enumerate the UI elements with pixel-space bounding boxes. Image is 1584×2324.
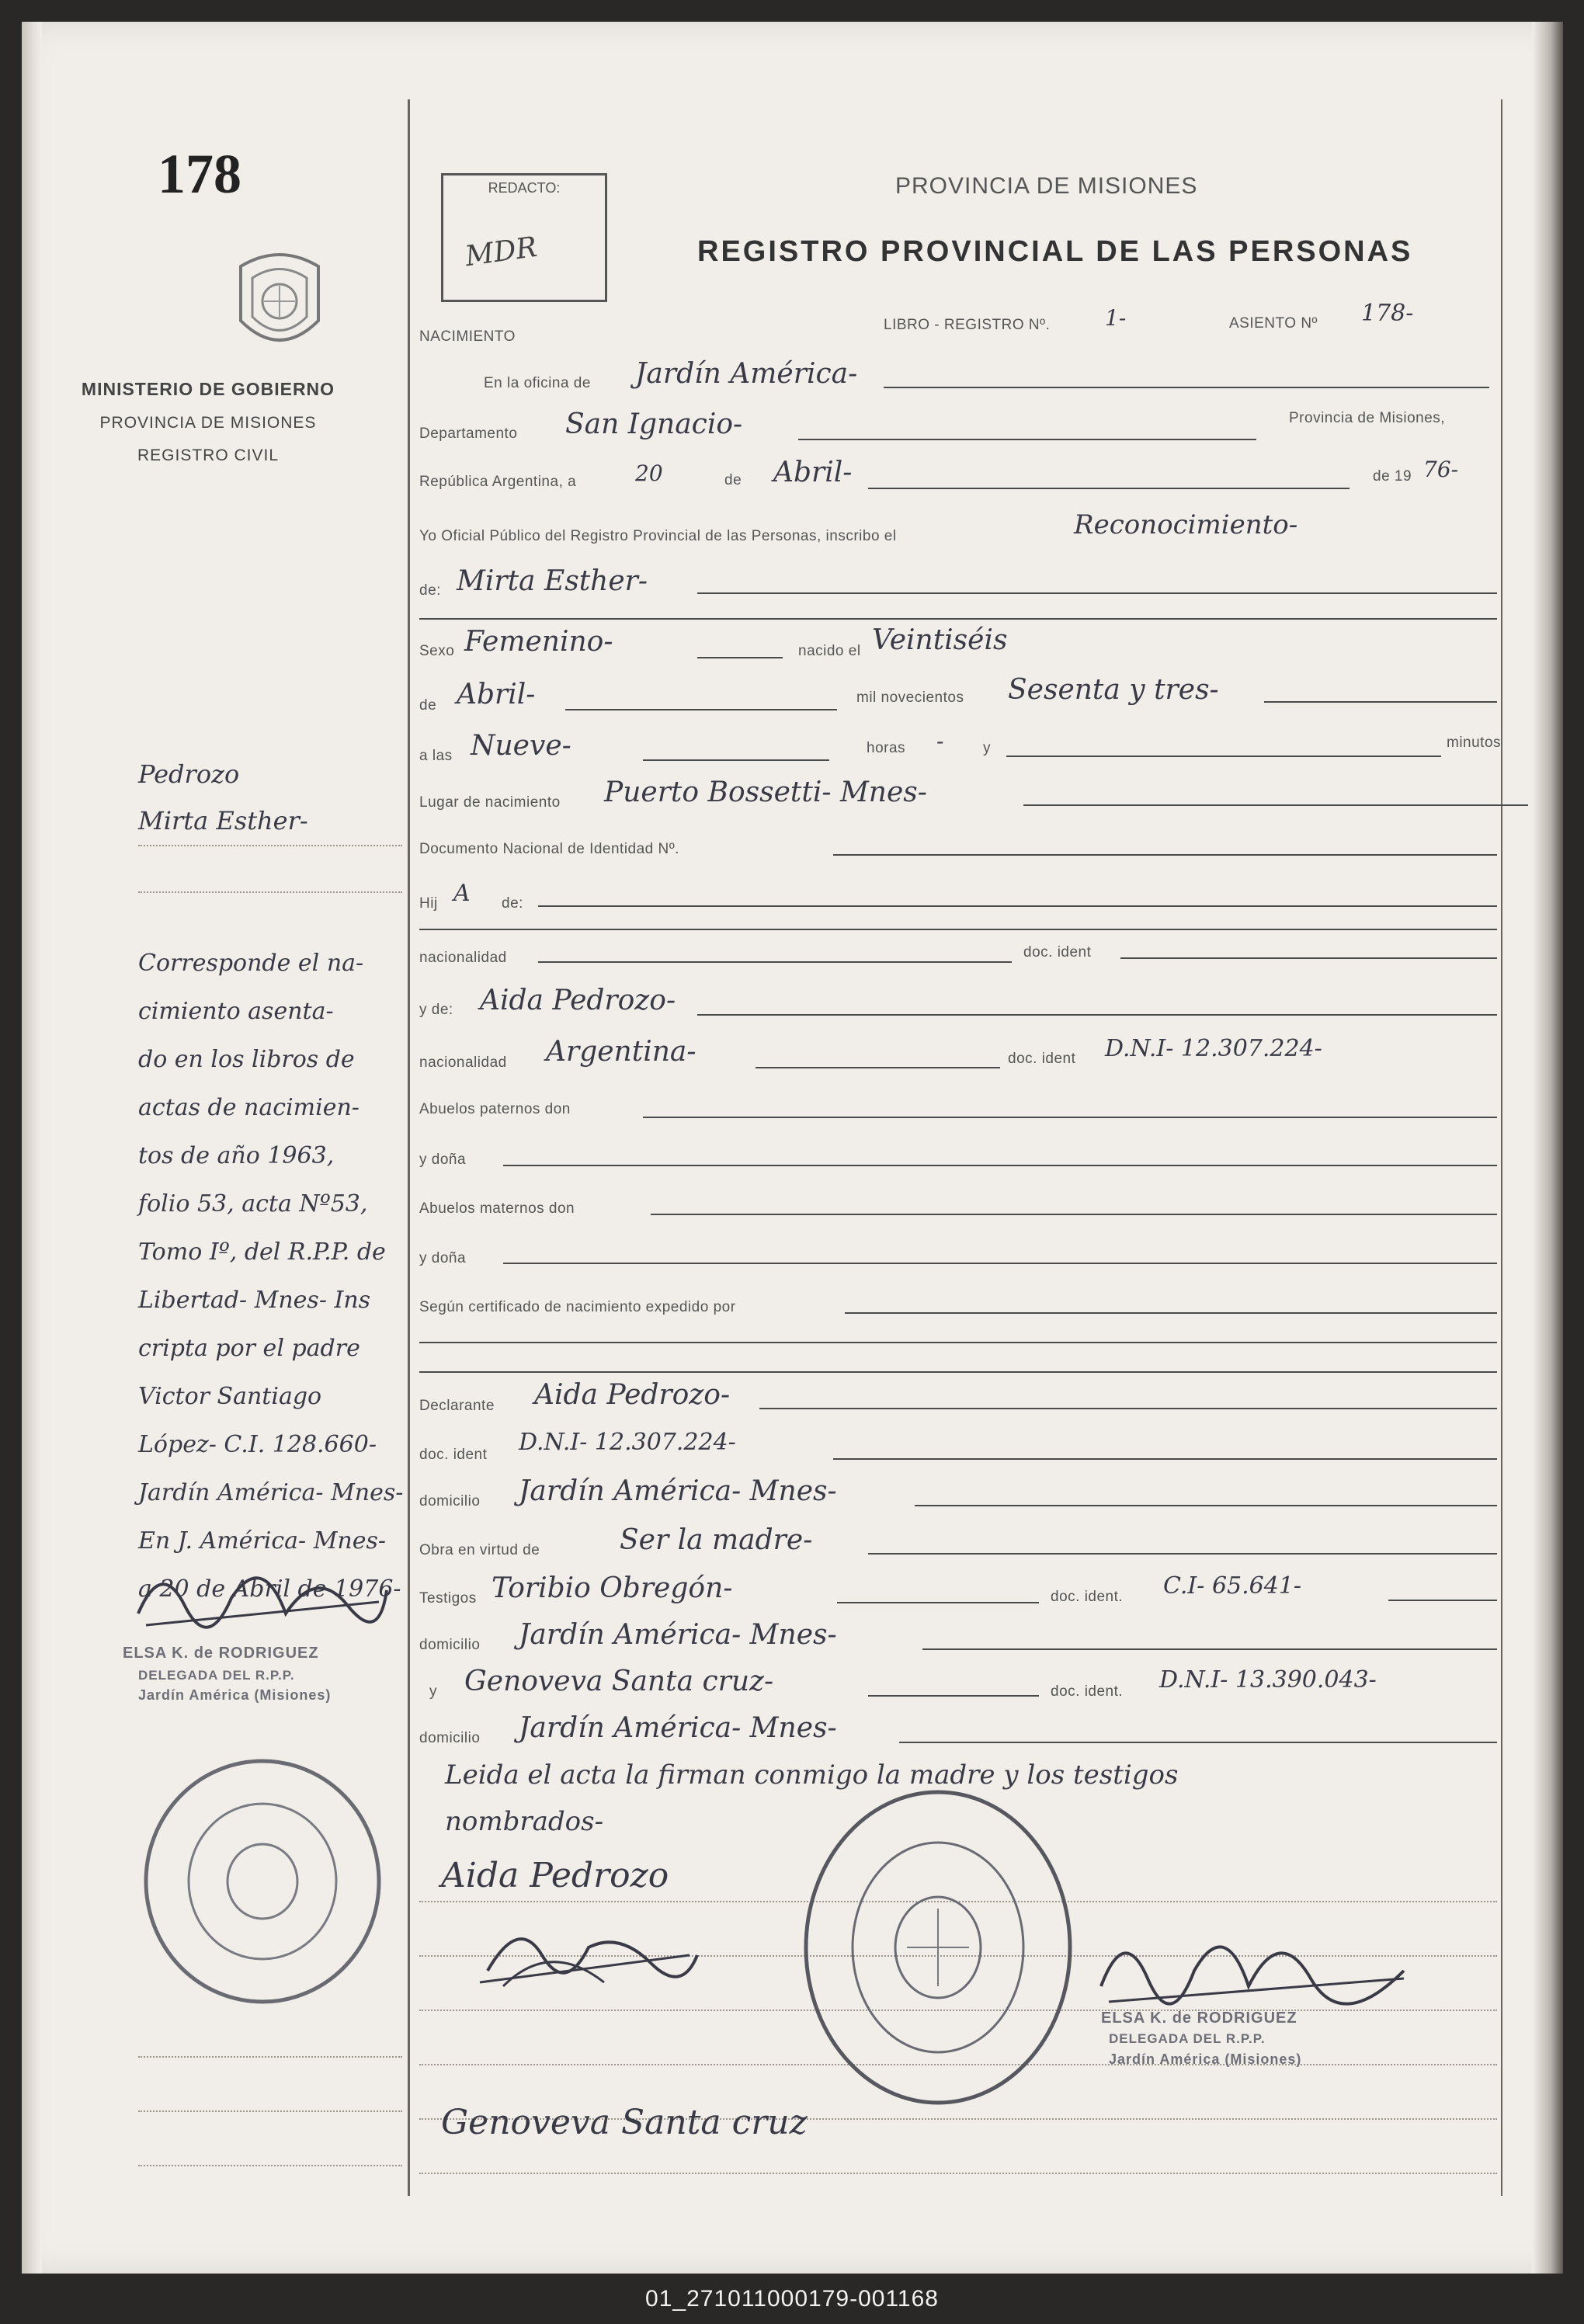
departamento-value: San Ignacio- xyxy=(565,408,743,440)
margin-stamp-place: Jardín América (Misiones) xyxy=(138,1687,332,1703)
margin-note-line: cimiento asenta- xyxy=(138,998,334,1025)
oficial-label: Yo Oficial Público del Registro Provincial de las Personas, inscribo el xyxy=(419,528,897,544)
horas-dash: - xyxy=(936,728,944,754)
sig-line-6 xyxy=(419,2173,1497,2174)
obra-label: Obra en virtud de xyxy=(419,1542,540,1558)
declarante-label: Declarante xyxy=(419,1398,495,1414)
dona-materna-line xyxy=(503,1263,1497,1264)
signature-witness1-icon xyxy=(472,1909,705,2002)
margin-seal-icon xyxy=(138,1753,387,2010)
departamento-line xyxy=(798,439,1256,440)
margin-stamp-name: ELSA K. de RODRIGUEZ xyxy=(123,1645,319,1662)
sexo-line xyxy=(697,657,783,658)
dni-line xyxy=(833,854,1497,856)
doc-padre-line xyxy=(1120,957,1497,959)
domicilio-testigo1-value: Jardín América- Mnes- xyxy=(519,1619,837,1651)
margin-note-line: Libertad- Mnes- Ins xyxy=(138,1287,371,1314)
testigo2-line xyxy=(868,1695,1039,1697)
margin-note-line: Tomo Iº, del R.P.P. de xyxy=(138,1238,386,1266)
alas-label: a las xyxy=(419,748,453,764)
registry-seal-icon xyxy=(798,1784,1078,2110)
margin-dot-4 xyxy=(138,2110,402,2112)
domicilio-declarante-line xyxy=(915,1505,1497,1506)
anio-nacimiento-value: Sesenta y tres- xyxy=(1008,674,1219,706)
doc-ident-madre-label: doc. ident xyxy=(1008,1051,1076,1067)
departamento-label: Departamento xyxy=(419,426,518,442)
y-dona-materna-label: y doña xyxy=(419,1250,467,1266)
domicilio-testigo2-label: domicilio xyxy=(419,1730,481,1746)
y-label: y xyxy=(983,740,991,756)
domicilio-declarante-label: domicilio xyxy=(419,1493,481,1509)
domicilio-declarante-value: Jardín América- Mnes- xyxy=(519,1475,837,1507)
margin-note-line: Corresponde el na- xyxy=(138,950,364,977)
mes-value: Abril- xyxy=(773,457,853,488)
horas-label: horas xyxy=(867,740,906,756)
margin-dot-1 xyxy=(138,845,402,846)
de-padre-label: de: xyxy=(502,895,523,912)
padre-line2 xyxy=(419,929,1497,930)
mil-label: mil novecientos xyxy=(856,690,964,706)
redacto-label: REDACTO: xyxy=(488,180,561,196)
dona-paterna-line xyxy=(503,1165,1497,1166)
hora-value: Nueve- xyxy=(471,730,571,762)
margin-note-line: cripta por el padre xyxy=(138,1335,360,1362)
margin-note-line: actas de nacimien- xyxy=(138,1094,360,1121)
nombre-value: Mirta Esther- xyxy=(457,565,648,597)
doc-ident-declarante-label: doc. ident xyxy=(419,1447,488,1463)
closing-line2: nombrados- xyxy=(445,1806,604,1837)
delegate-stamp-name: ELSA K. de RODRIGUEZ xyxy=(1101,2010,1297,2027)
declarante-line xyxy=(759,1408,1497,1409)
nacionalidad-madre-value: Argentina- xyxy=(546,1036,696,1068)
ministry-line3: REGISTRO CIVIL xyxy=(137,446,280,464)
right-border xyxy=(1501,99,1502,2196)
oficina-label: En la oficina de xyxy=(484,375,591,391)
nacimiento-label: NACIMIENTO xyxy=(419,328,516,345)
provincia-label: Provincia de Misiones, xyxy=(1289,410,1446,426)
hij-value: A xyxy=(453,880,471,907)
margin-dot-2 xyxy=(138,891,402,893)
delegate-stamp-place: Jardín América (Misiones) xyxy=(1109,2051,1302,2067)
domicilio-testigo2-line xyxy=(899,1742,1497,1743)
delegate-stamp-title: DELEGADA DEL R.P.P. xyxy=(1109,2031,1266,2046)
padre-line xyxy=(538,905,1497,907)
y-de-madre-label: y de: xyxy=(419,1002,453,1018)
sexo-value: Femenino- xyxy=(464,626,613,658)
testigo1-value: Toribio Obregón- xyxy=(492,1572,733,1604)
margin-note-line: En J. América- Mnes- xyxy=(138,1527,387,1555)
margin-note-line: do en los libros de xyxy=(138,1046,355,1073)
margin-stamp-title: DELEGADA DEL R.P.P. xyxy=(138,1668,295,1683)
lugar-label: Lugar de nacimiento xyxy=(419,794,561,811)
obra-line xyxy=(868,1553,1497,1555)
domicilio-testigo1-line xyxy=(922,1648,1497,1650)
republica-line xyxy=(868,488,1350,489)
y-testigo2-label: y xyxy=(429,1683,437,1700)
abuelos-maternos-label: Abuelos maternos don xyxy=(419,1200,575,1217)
nacionalidad-madre-label: nacionalidad xyxy=(419,1054,507,1071)
margin-signature-icon xyxy=(130,1544,394,1645)
margin-note-line: tos de año 1963, xyxy=(138,1142,335,1169)
image-id-footer: 01_271011000179-001168 xyxy=(0,2274,1584,2324)
min-line-b xyxy=(1006,756,1441,757)
nac-madre-line xyxy=(756,1067,1000,1068)
asiento-label: ASIENTO Nº xyxy=(1229,315,1318,332)
margin-given-names: Mirta Esther- xyxy=(138,806,308,835)
province-heading: PROVINCIA DE MISIONES xyxy=(895,173,1198,199)
testigo1-line xyxy=(837,1602,1039,1603)
ministry-line2: PROVINCIA DE MISIONES xyxy=(99,414,317,432)
doc-ident-declarante-value: D.N.I- 12.307.224- xyxy=(519,1429,736,1456)
inscribo-value: Reconocimiento- xyxy=(1074,509,1298,540)
document-page xyxy=(22,22,1563,2274)
margin-surname: Pedrozo xyxy=(138,759,240,789)
sexo-label: Sexo xyxy=(419,643,455,659)
hij-label: Hij xyxy=(419,895,438,912)
lugar-line xyxy=(1023,804,1528,806)
doc-ident-testigo1-value: C.I- 65.641- xyxy=(1163,1572,1302,1600)
doc-ident-padre-label: doc. ident xyxy=(1023,944,1092,961)
nacido-value: Veintiséis xyxy=(872,624,1008,656)
margin-note-line: Jardín América- Mnes- xyxy=(138,1479,404,1506)
segun-line2 xyxy=(419,1342,1497,1343)
nacionalidad-padre-label: nacionalidad xyxy=(419,950,507,966)
obra-value: Ser la madre- xyxy=(620,1524,813,1556)
signature-mother: Aida Pedrozo xyxy=(441,1856,669,1895)
lugar-value: Puerto Bossetti- Mnes- xyxy=(604,776,927,808)
nac-padre-line xyxy=(538,961,1012,963)
testigo2-value: Genoveva Santa cruz- xyxy=(464,1666,774,1697)
closing-line1: Leida el acta la firman conmigo la madre y los testigos xyxy=(445,1760,1179,1791)
minutos-label: minutos xyxy=(1447,735,1502,751)
oficina-line xyxy=(884,387,1489,388)
abuelos-paternos-label: Abuelos paternos don xyxy=(419,1101,571,1117)
doc-testigo1-line xyxy=(1388,1600,1497,1601)
signature-witness2: Genoveva Santa cruz xyxy=(441,2103,808,2142)
dni-label: Documento Nacional de Identidad Nº. xyxy=(419,841,679,857)
signature-delegate-icon xyxy=(1093,1909,1419,2025)
domicilio-testigo1-label: domicilio xyxy=(419,1637,481,1653)
section-divider xyxy=(419,1371,1497,1373)
redacto-initials: MDR xyxy=(463,231,540,273)
mes-nacimiento-value: Abril- xyxy=(457,679,536,710)
margin-divider xyxy=(408,99,410,2196)
domicilio-testigo2-value: Jardín América- Mnes- xyxy=(519,1712,837,1744)
doc-ident-testigo2-value: D.N.I- 13.390.043- xyxy=(1159,1666,1377,1693)
libro-value: 1- xyxy=(1105,305,1127,331)
doc-ident-madre-value: D.N.I- 12.307.224- xyxy=(1105,1035,1322,1062)
abuelos-paternos-line xyxy=(643,1117,1497,1118)
nombre-line2 xyxy=(419,618,1497,620)
margin-dot-5 xyxy=(138,2165,402,2166)
doc-ident-testigo2-label: doc. ident. xyxy=(1051,1683,1124,1700)
asiento-value: 178- xyxy=(1361,300,1414,327)
declarante-value: Aida Pedrozo- xyxy=(534,1379,731,1411)
republica-label: República Argentina, a xyxy=(419,474,577,490)
de-label: de xyxy=(724,472,742,488)
oficina-value: Jardín América- xyxy=(635,358,858,390)
margin-note-line: Victor Santiago xyxy=(138,1383,322,1410)
testigos-label: Testigos xyxy=(419,1590,477,1607)
anio-value: 76- xyxy=(1423,457,1459,482)
segun-line xyxy=(845,1312,1497,1314)
ministry-heading xyxy=(53,379,363,465)
ministry-line1: MINISTERIO DE GOBIERNO xyxy=(81,379,335,399)
de-nombre-label: de: xyxy=(419,582,441,599)
libro-label: LIBRO - REGISTRO Nº. xyxy=(884,317,1051,333)
hora-line xyxy=(643,759,829,761)
registry-heading: REGISTRO PROVINCIAL DE LAS PERSONAS xyxy=(697,235,1413,268)
margin-dot-3 xyxy=(138,2056,402,2058)
y-dona-paterna-label: y doña xyxy=(419,1152,467,1168)
margin-note-line: a 20 de Abril de 1976- xyxy=(138,1575,401,1603)
segun-certificado-label: Según certificado de nacimiento expedido por xyxy=(419,1299,736,1315)
abuelos-maternos-line xyxy=(651,1214,1497,1215)
folio-number: 178 xyxy=(158,143,241,205)
doc-ident-testigo1-label: doc. ident. xyxy=(1051,1589,1124,1605)
nombre-line xyxy=(697,592,1497,594)
dia-value: 20 xyxy=(635,460,663,486)
margin-note-line: López- C.I. 128.660- xyxy=(138,1431,377,1458)
nacido-label: nacido el xyxy=(798,643,861,659)
madre-value: Aida Pedrozo- xyxy=(480,985,676,1016)
redacto-box xyxy=(441,173,607,302)
page-left-edge xyxy=(22,22,42,2274)
coat-of-arms-icon xyxy=(225,243,334,360)
page-right-edge xyxy=(1532,22,1563,2274)
mes-line-b xyxy=(565,709,837,710)
doc-declarante-line xyxy=(833,1458,1497,1460)
margin-note-line: folio 53, acta Nº53, xyxy=(138,1190,368,1218)
de-mes-label: de xyxy=(419,697,437,714)
de-anio-label: de 19 xyxy=(1373,468,1412,485)
madre-line xyxy=(697,1014,1497,1016)
anio-nac-line xyxy=(1264,701,1497,703)
